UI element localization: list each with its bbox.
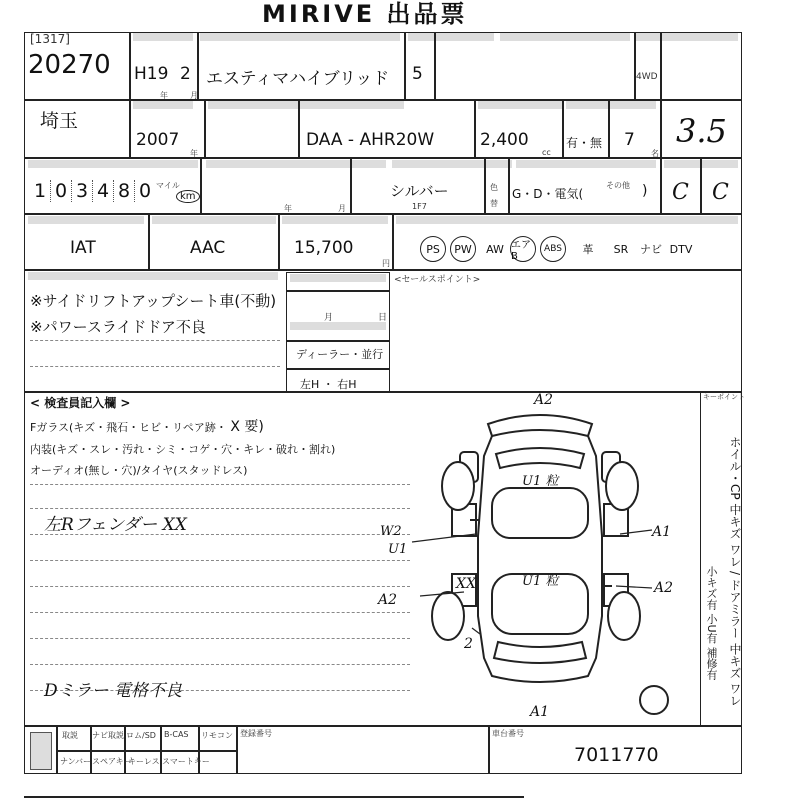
seats-unit: 名 xyxy=(651,149,659,158)
mark-rear: XX xyxy=(456,576,476,592)
transmission: IAT xyxy=(70,238,96,258)
equip-ps: PS xyxy=(420,236,446,262)
mark-right-front: A1 xyxy=(652,524,672,540)
note-line-1: ※サイドリフトアップシート車(不動) xyxy=(30,292,277,310)
keypoint-marks: 小キズ有 小U有 補修有 xyxy=(705,566,718,681)
equip-navi: ナビ xyxy=(640,243,662,256)
cc-unit: cc xyxy=(542,148,551,157)
odometer-digit: 0 xyxy=(51,180,72,202)
recycle-unit: 円 xyxy=(382,259,390,268)
inspection-year: 年 xyxy=(284,204,292,213)
equip-leather: 革 xyxy=(582,243,594,256)
notes-label xyxy=(28,272,278,280)
footer-label-remote: リモコン xyxy=(201,731,233,740)
mark-left-front: W2 xyxy=(380,524,402,539)
mark-slash: 2 xyxy=(464,636,473,652)
fuel: G・D・電気( xyxy=(512,187,584,201)
mark-top: A2 xyxy=(534,392,554,408)
mark-right-rear: A2 xyxy=(654,580,674,596)
glass-mark: X 要) xyxy=(230,419,264,435)
model: DAA - AHR20W xyxy=(306,130,435,150)
handwritten-note-2: Dミラー 電格不良 xyxy=(44,681,183,701)
fuel-close: ) xyxy=(642,183,648,199)
western-year: 2007 xyxy=(136,130,180,150)
interior-line: 内装(キズ・スレ・汚れ・シミ・コゲ・穴・キレ・破れ・割れ) xyxy=(30,443,336,456)
registration-label: 登録番号 xyxy=(240,729,272,738)
label-era xyxy=(133,33,193,41)
car-name: エスティマハイブリッド xyxy=(206,69,390,89)
chassis-number: 7011770 xyxy=(574,744,659,766)
doors: 5 xyxy=(412,64,423,84)
odometer-digit: 4 xyxy=(93,180,114,202)
label-grade xyxy=(500,33,630,41)
mile-label: マイル xyxy=(156,181,180,190)
footer-icon xyxy=(30,732,52,770)
record-month: 月 xyxy=(324,313,334,323)
recycle-fee: 15,700 xyxy=(294,238,354,258)
footer-label-number: ナンバー xyxy=(60,757,92,766)
aircon-type: 有・無 xyxy=(566,136,603,150)
color-name: シルバー xyxy=(390,182,449,200)
equip-aw: AW xyxy=(486,242,504,256)
mark-bottom: A1 xyxy=(530,704,550,720)
footer-label-smart-key: スマートキー xyxy=(162,757,210,766)
equip-pw: PW xyxy=(450,236,476,262)
mark-center: U1 粒 xyxy=(522,574,559,589)
footer-label-manual: 取説 xyxy=(62,731,78,740)
sales-point-label: <セールスポイント> xyxy=(394,275,481,285)
note-line-2: ※パワースライドドア不良 xyxy=(30,318,206,336)
change-label: 替 xyxy=(490,199,498,208)
equip-dtv: DTV xyxy=(669,242,693,256)
color-code: 1F7 xyxy=(412,202,427,211)
footer-label-navi-manual: ナビ取説 xyxy=(92,731,124,740)
audio-line: オーディオ(無し・穴)/タイヤ(スタッドレス) xyxy=(30,464,248,477)
lot-number: 20270 xyxy=(28,50,111,80)
footer-label-bcas: B-CAS xyxy=(164,730,189,739)
odometer-digit: 3 xyxy=(72,180,93,202)
equip-abs: ABS xyxy=(540,236,566,262)
glass-text: Fガラス(キズ・飛石・ヒビ・リペア跡・ xyxy=(30,421,227,434)
seats: 7 xyxy=(624,130,635,150)
equip-airbag: エアB xyxy=(510,236,536,262)
footer-label-rom: ロム/SD xyxy=(126,731,156,740)
exterior-score: C xyxy=(712,180,729,205)
footer-label-keyless: キーレス xyxy=(128,757,160,766)
mark-left-front-2: U1 xyxy=(388,542,408,557)
inspection-month: 月 xyxy=(338,204,346,213)
score: 3.5 xyxy=(676,112,727,150)
year-suffix: 年 xyxy=(190,149,198,158)
year-unit: 年 xyxy=(160,91,168,100)
keypoint-text: ホイル・CP 中キズ ワレ / ドアミラー 中キズ ワレ xyxy=(728,436,742,707)
color-label: 色 xyxy=(490,183,498,192)
displacement: 2,400 xyxy=(480,130,529,150)
footer-label-spare-key: スペアキー xyxy=(92,757,132,766)
label-doors xyxy=(408,33,494,41)
drive: 4WD xyxy=(636,72,658,82)
fuel-other: その他 xyxy=(606,181,630,190)
handwritten-note-1: 左Rフェンダー XX xyxy=(44,515,187,535)
aircon: AAC xyxy=(190,238,226,258)
label-name xyxy=(200,33,400,41)
mark-roof: U1 粒 xyxy=(522,474,559,489)
month-unit: 月 xyxy=(190,91,198,100)
lot-code: [1317] xyxy=(30,32,70,46)
equip-sr: SR xyxy=(613,242,629,256)
mark-left-rear: A2 xyxy=(378,592,398,608)
reg-month: 2 xyxy=(180,64,191,84)
car-diagram xyxy=(380,396,698,726)
interior-score: C xyxy=(672,180,689,205)
steering: 左H ・ 右H xyxy=(300,378,357,391)
odometer xyxy=(30,180,155,202)
chassis-label: 車台番号 xyxy=(492,729,524,738)
record-day: 日 xyxy=(378,313,388,323)
odometer-digit: 1 xyxy=(30,180,51,202)
inspector-title: < 検査員記入欄 > xyxy=(30,396,131,410)
odometer-digit: 8 xyxy=(114,180,135,202)
keypoint-label: キーポイント xyxy=(703,393,745,401)
era-year: H19 xyxy=(134,64,169,84)
page-title: MIRIVE 出品票 xyxy=(262,0,468,28)
km-unit: km xyxy=(176,190,200,203)
region: 埼玉 xyxy=(40,110,79,132)
odometer-digit: 0 xyxy=(138,180,152,202)
equipment-list xyxy=(420,236,696,262)
dealer-import: ディーラー・並行 xyxy=(296,348,384,361)
label-score xyxy=(636,33,738,41)
glass-line xyxy=(30,416,264,436)
